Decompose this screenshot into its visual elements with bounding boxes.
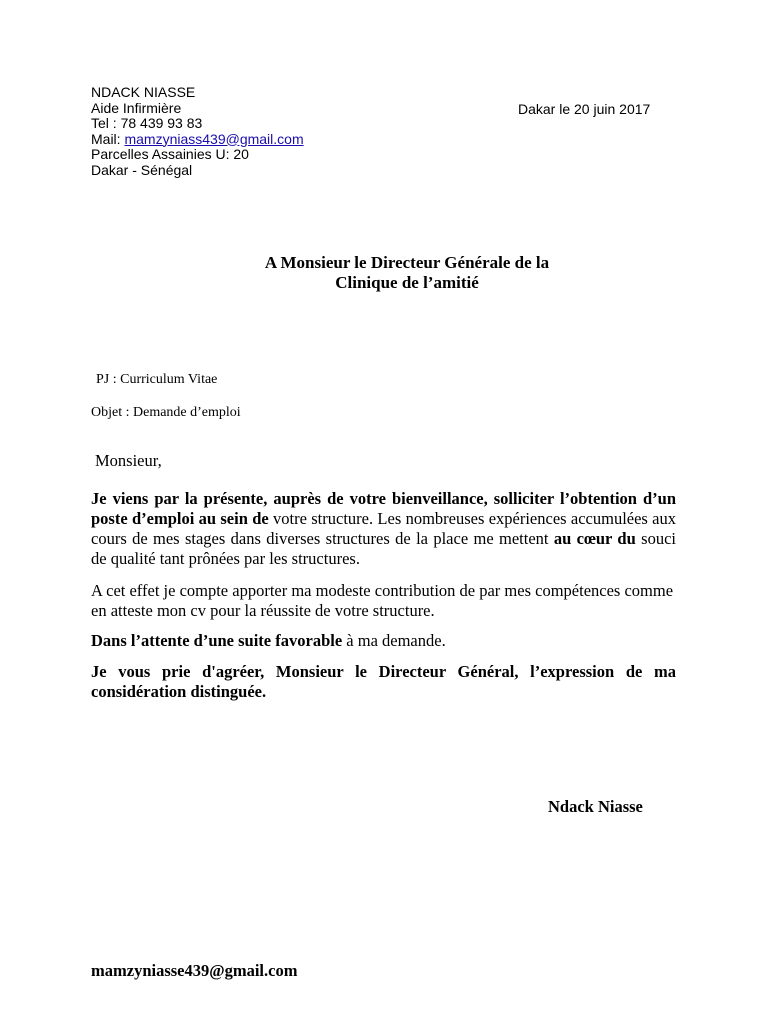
signature-name: Ndack Niasse (548, 797, 643, 816)
sender-mail (91, 132, 304, 148)
body-paragraph-1 (91, 489, 676, 569)
sender-email-link[interactable]: mamzyniass439@gmail.com (124, 130, 304, 147)
body-paragraph-2: A cet effet je compte apporter ma modeste contribution de par mes compétences comme en atteste mon cv pour la réussite de votre structure. (91, 581, 674, 620)
p1-text-b: souci de qualité tant prônées par les structures. (91, 529, 676, 568)
p1-bold-emphasis: au cœur du (553, 529, 636, 548)
recipient-line1: A Monsieur le Directeur Générale de la (264, 253, 550, 272)
sender-role: Aide Infirmière (91, 99, 182, 116)
body-paragraph-3 (91, 631, 676, 651)
sender-name: NDACK NIASSE (91, 84, 196, 100)
subject-line: Objet : Demande d’emploi (91, 405, 241, 420)
p1-bold-intro: Je viens par la présente, auprès de votre bienveillance, solliciter l’obtention d’un poste d’emploi au sein de (91, 489, 676, 528)
p3-bold: Dans l’attente d’une suite favorable (91, 631, 343, 650)
sender-mail-label: Mail: (91, 130, 125, 147)
footer-email: mamzyniasse439@gmail.com (91, 961, 298, 980)
recipient-line2: Clinique de l’amitié (335, 273, 479, 292)
sender-address-line2: Dakar - Sénégal (91, 161, 193, 178)
body-paragraph-4: Je vous prie d'agréer, Monsieur le Directeur Général, l’expression de ma considération distinguée. (91, 662, 676, 701)
salutation: Monsieur, (95, 451, 162, 470)
sender-address-line1: Parcelles Assainies U: 20 (91, 146, 249, 162)
p1-text-a: votre structure. Les nombreuses expériences accumulées aux cours de mes stages dans diverses structures de la place me mettent (91, 509, 676, 548)
p3-text: à ma demande. (342, 631, 446, 650)
letter-date: Dakar le 20 juin 2017 (518, 101, 651, 117)
sender-tel: Tel : 78 439 93 83 (91, 115, 203, 131)
recipient-block (0, 253, 768, 293)
attachment-line: PJ : Curriculum Vitae (96, 372, 218, 387)
sender-block (91, 85, 304, 178)
